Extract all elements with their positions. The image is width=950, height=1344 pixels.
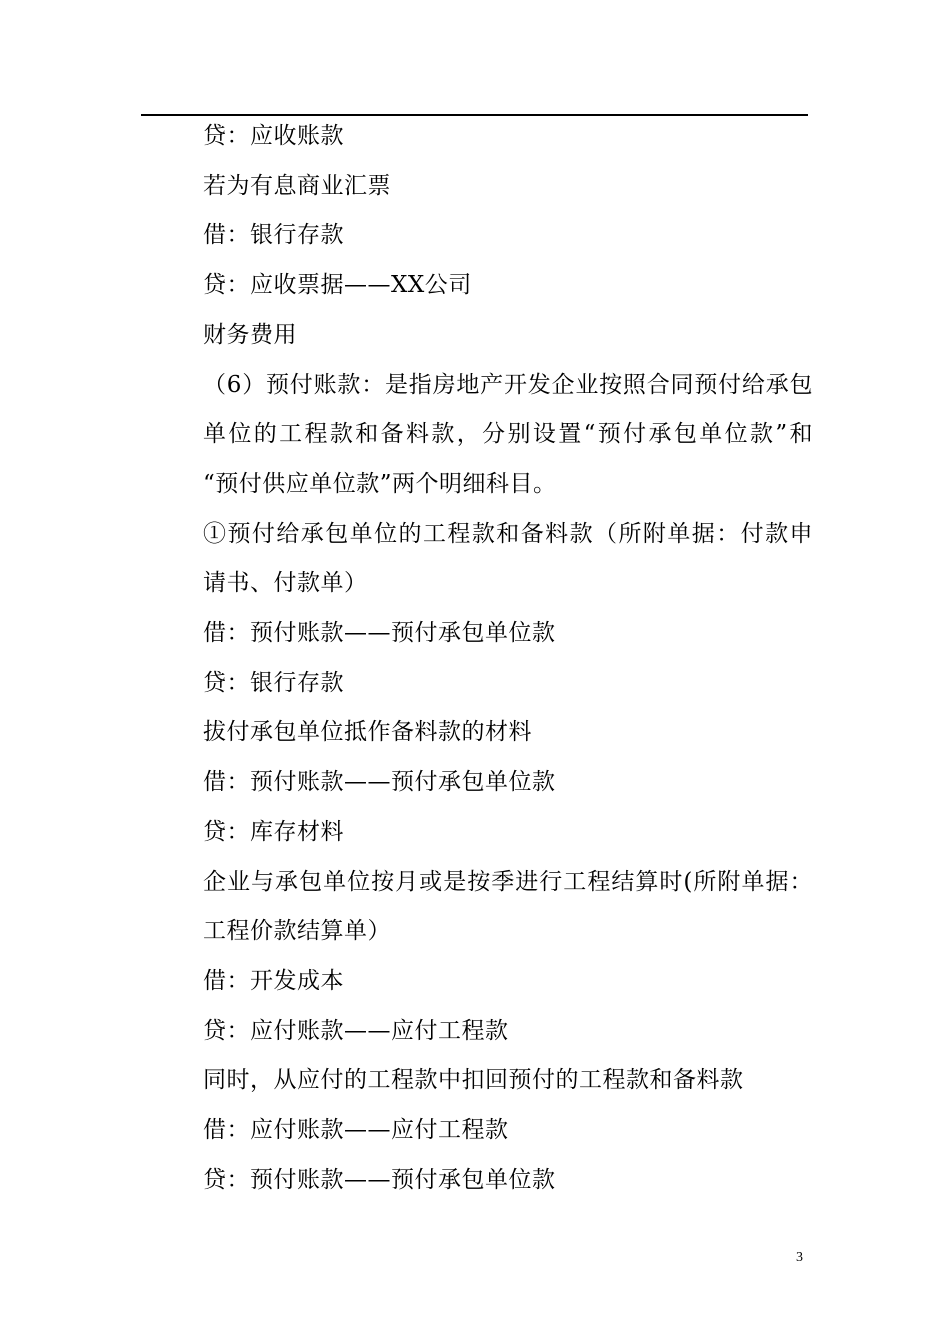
text-line: “预付供应单位款”两个明细科目。 bbox=[203, 470, 557, 497]
body-text bbox=[203, 112, 813, 1205]
text-line: （6）预付账款：是指房地产开发企业按照合同预付给承包 bbox=[203, 371, 813, 398]
text-line: 工程价款结算单） bbox=[203, 918, 391, 945]
text-line: ①预付给承包单位的工程款和备料款（所附单据：付款申 bbox=[203, 520, 813, 547]
text-line: 贷：应付账款——应付工程款 bbox=[203, 1017, 509, 1044]
page-number: 3 bbox=[796, 1250, 803, 1265]
text-line: 贷：库存材料 bbox=[203, 818, 344, 845]
text-line: 借：开发成本 bbox=[203, 967, 344, 994]
text-line: 贷：应收票据——XX公司 bbox=[203, 272, 472, 299]
text-line: 请书、付款单） bbox=[203, 570, 368, 597]
text-line: 借：预付账款——预付承包单位款 bbox=[203, 769, 556, 796]
text-line: 借：预付账款——预付承包单位款 bbox=[203, 620, 556, 647]
text-line: 企业与承包单位按月或是按季进行工程结算时(所附单据： bbox=[203, 868, 813, 895]
text-line: 若为有息商业汇票 bbox=[203, 172, 391, 199]
text-line: 拔付承包单位抵作备料款的材料 bbox=[203, 719, 532, 746]
text-line: 借：银行存款 bbox=[203, 222, 344, 249]
text-line: 借：应付账款——应付工程款 bbox=[203, 1117, 509, 1144]
text-line: 贷：预付账款——预付承包单位款 bbox=[203, 1166, 556, 1193]
text-line: 同时，从应付的工程款中扣回预付的工程款和备料款 bbox=[203, 1067, 744, 1094]
text-line: 贷：银行存款 bbox=[203, 669, 344, 696]
text-line: 单位的工程款和备料款，分别设置“预付承包单位款”和 bbox=[203, 421, 813, 448]
text-line: 贷：应收账款 bbox=[203, 123, 344, 149]
text-line: 财务费用 bbox=[203, 321, 297, 348]
